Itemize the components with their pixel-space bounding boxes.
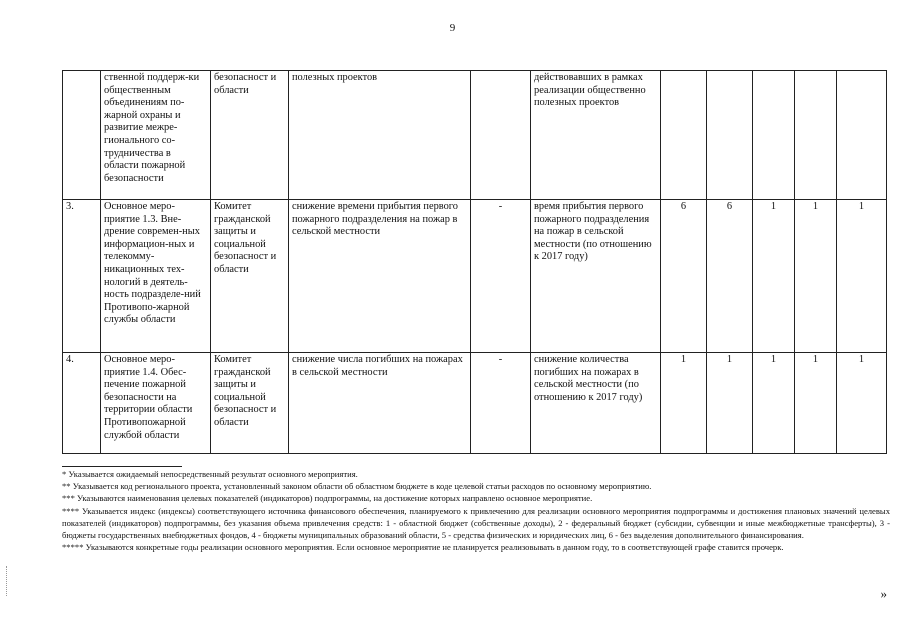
target-indicator: снижение количества погибших на пожарах в сельской местности (по отношению к 2017 году)	[531, 353, 661, 454]
financing-source	[471, 71, 531, 200]
footnotes	[62, 466, 890, 553]
closing-quote-mark: »	[880, 586, 887, 601]
year-value: 1	[753, 200, 795, 353]
expected-result: полезных проектов	[289, 71, 471, 200]
year-value: 6	[661, 200, 707, 353]
footnote: ** Указывается код регионального проекта, установленный законом области об областном бюджете в коде целевой статьи расходов по основному мероприятию.	[62, 481, 652, 492]
footnote: *** Указываются наименования целевых показателей (индикаторов) подпрограммы, на достижение которых направлено основное мероприятие.	[62, 493, 593, 504]
year-value: 1	[837, 200, 887, 353]
year-value	[661, 71, 707, 200]
footnote: ***** Указываются конкретные годы реализации основного мероприятия. Если основное мероприятие не планируется реализовывать в данном году, то в соответствующей графе ставится прочерк.	[62, 542, 784, 553]
program-measures-table	[62, 70, 887, 454]
year-value: 1	[795, 353, 837, 454]
measure-name: Основное меро-приятие 1.4. Обес-печение пожарной безопасности на территории области Противопожарной службой области	[101, 353, 211, 454]
year-value: 6	[707, 200, 753, 353]
year-value: 1	[795, 200, 837, 353]
measure-name: Основное меро-приятие 1.3. Вне-дрение современ-ных информацион-ных и телекомму-никационных тех-нологий в деятель-ность подразделе-ний Противопо-жарной службы области	[101, 200, 211, 353]
footnote-divider	[62, 466, 182, 467]
table-row	[63, 353, 887, 454]
page-number: 9	[449, 22, 456, 34]
financing-source: -	[471, 353, 531, 454]
row-number: 4.	[63, 353, 101, 454]
measure-name: ственной поддерж-ки общественным объединениям по-жарной охраны и развитие межре-гионального со-трудничества в области пожарной безопасности	[101, 71, 211, 200]
year-value	[707, 71, 753, 200]
table-row	[63, 71, 887, 200]
year-value: 1	[707, 353, 753, 454]
scan-margin-mark	[6, 566, 10, 596]
responsible-executor: безопасност и области	[211, 71, 289, 200]
target-indicator: время прибытия первого пожарного подразделения на пожар в сельской местности (по отношению к 2017 году)	[531, 200, 661, 353]
expected-result: снижение числа погибших на пожарах в сельской местности	[289, 353, 471, 454]
target-indicator: действовавших в рамках реализации общественно полезных проектов	[531, 71, 661, 200]
year-value: 1	[753, 353, 795, 454]
financing-source: -	[471, 200, 531, 353]
footnote: * Указывается ожидаемый непосредственный результат основного мероприятия.	[62, 469, 358, 479]
table-row	[63, 200, 887, 353]
footnote: **** Указывается индекс (индексы) соответствующего источника финансового обеспечения, планируемого к привлечению для реализации основного мероприятия подпрограммы и достижения плановых значений целевых показателей (индикаторов) подпрограммы, без указания объема привлечения средств: 1 - областной бюджет (собственные доходы), 2 - федеральный бюджет (субсидии, субвенции и иные межбюджетные трансферты), 3 - бюджеты государственных внебюджетных фондов, 4 - бюджеты муниципальных образований области, 5 - средства физических и юридических лиц, 6 - без выделения дополнительного финансирования.	[62, 505, 890, 541]
year-value	[795, 71, 837, 200]
year-value: 1	[661, 353, 707, 454]
year-value	[753, 71, 795, 200]
responsible-executor: Комитет гражданской защиты и социальной безопасност и области	[211, 200, 289, 353]
row-number: 3.	[63, 200, 101, 353]
expected-result: снижение времени прибытия первого пожарного подразделения на пожар в сельской местности	[289, 200, 471, 353]
year-value	[837, 71, 887, 200]
year-value: 1	[837, 353, 887, 454]
responsible-executor: Комитет гражданской защиты и социальной безопасност и области	[211, 353, 289, 454]
row-number	[63, 71, 101, 200]
